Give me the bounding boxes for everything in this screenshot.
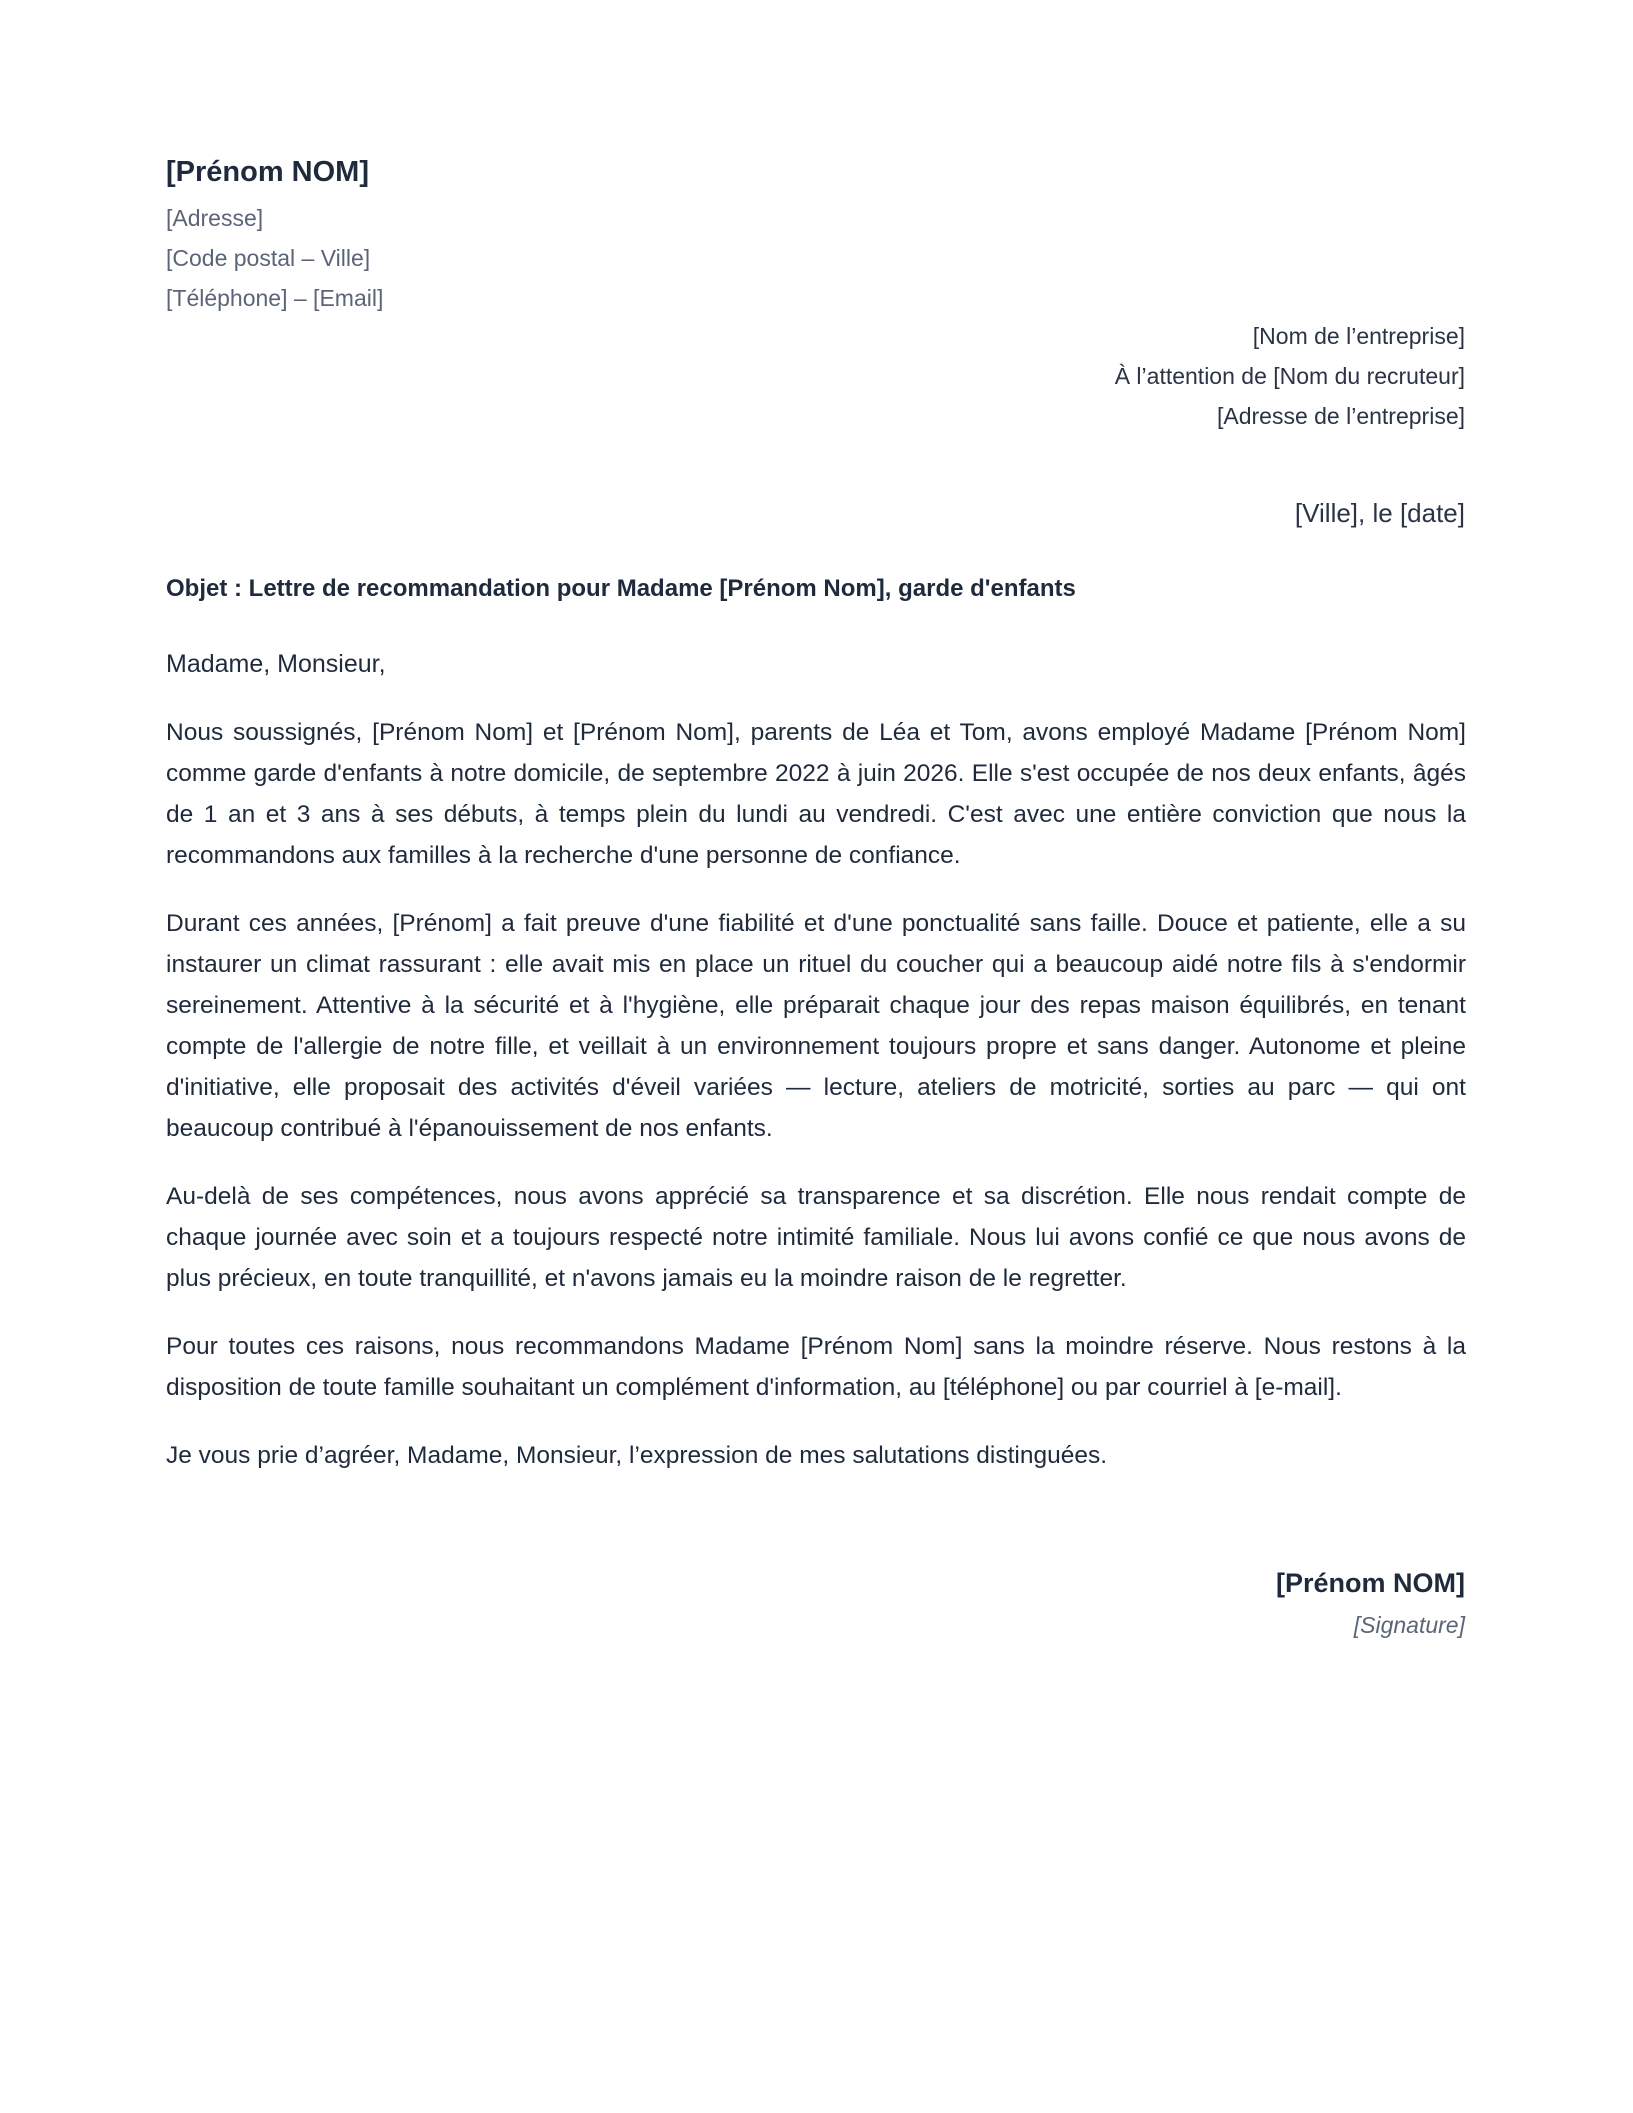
letter-body	[166, 644, 1466, 1476]
recipient-address: [Adresse de l’entreprise]	[1216, 403, 1465, 429]
body-paragraph: Durant ces années, [Prénom] a fait preuve d'une fiabilité et d'une ponctualité sans faille. Douce et patiente, elle a su instaurer un climat rassurant : elle avait mis en place un rituel du coucher qui a beaucoup aidé notre fils à s'endormir sereinement. Attentive à la sécurité et à l'hygiène, elle préparait chaque jour des repas maison équilibrés, en tenant compte de l'allergie de notre fille, et veillait à un environnement toujours propre et sans danger. Autonome et pleine d'initiative, elle proposait des activités d'éveil variées — lecture, ateliers de motricité, sorties au parc — qui ont beaucoup contribué à l'épanouissement de nos enfants.	[166, 910, 1466, 1142]
recipient-attention: À l’attention de [Nom du recruteur]	[1114, 363, 1465, 389]
sender-name: [Prénom NOM]	[166, 156, 369, 188]
sender-address: [Adresse]	[166, 205, 264, 231]
salutation: Madame, Monsieur,	[166, 650, 386, 678]
body-paragraph: Au-delà de ses compétences, nous avons apprécié sa transparence et sa discrétion. Elle nous rendait compte de chaque journée avec soin et a toujours respecté notre intimité familiale. Nous lui avons confié ce que nous avons de plus précieux, en toute tranquillité, et n'avons jamais eu la moindre raison de le regretter.	[166, 1183, 1466, 1292]
body-paragraph: Pour toutes ces raisons, nous recommandons Madame [Prénom Nom] sans la moindre réserve. Nous restons à la disposition de toute famille souhaitant un complément d'information, au [téléphone] ou par courriel à [e-mail].	[166, 1333, 1466, 1401]
recipient-block	[665, 316, 1465, 436]
closing-formula: Je vous prie d’agréer, Madame, Monsieur, l’expression de mes salutations distinguées.	[166, 1442, 1108, 1469]
sender-contact: [Téléphone] – [Email]	[166, 285, 384, 311]
sender-block	[166, 152, 866, 318]
letter-subject: Objet : Lettre de recommandation pour Madame [Prénom Nom], garde d'enfants	[166, 575, 1076, 602]
signature-block	[865, 1563, 1465, 1643]
signature-placeholder: [Signature]	[1353, 1612, 1465, 1638]
place-date-line: [Ville], le [date]	[1294, 498, 1465, 528]
body-paragraph: Nous soussignés, [Prénom Nom] et [Prénom Nom], parents de Léa et Tom, avons employé Madame [Prénom Nom] comme garde d'enfants à notre domicile, de septembre 2022 à juin 2026. Elle s'est occupée de nos deux enfants, âgés de 1 an et 3 ans à ses débuts, à temps plein du lundi au vendredi. C'est avec une entière conviction que nous la recommandons aux familles à la recherche d'une personne de confiance.	[166, 719, 1466, 869]
signature-name: [Prénom NOM]	[1276, 1568, 1465, 1598]
recipient-company: [Nom de l’entreprise]	[1252, 323, 1465, 349]
sender-postal-city: [Code postal – Ville]	[166, 245, 371, 271]
